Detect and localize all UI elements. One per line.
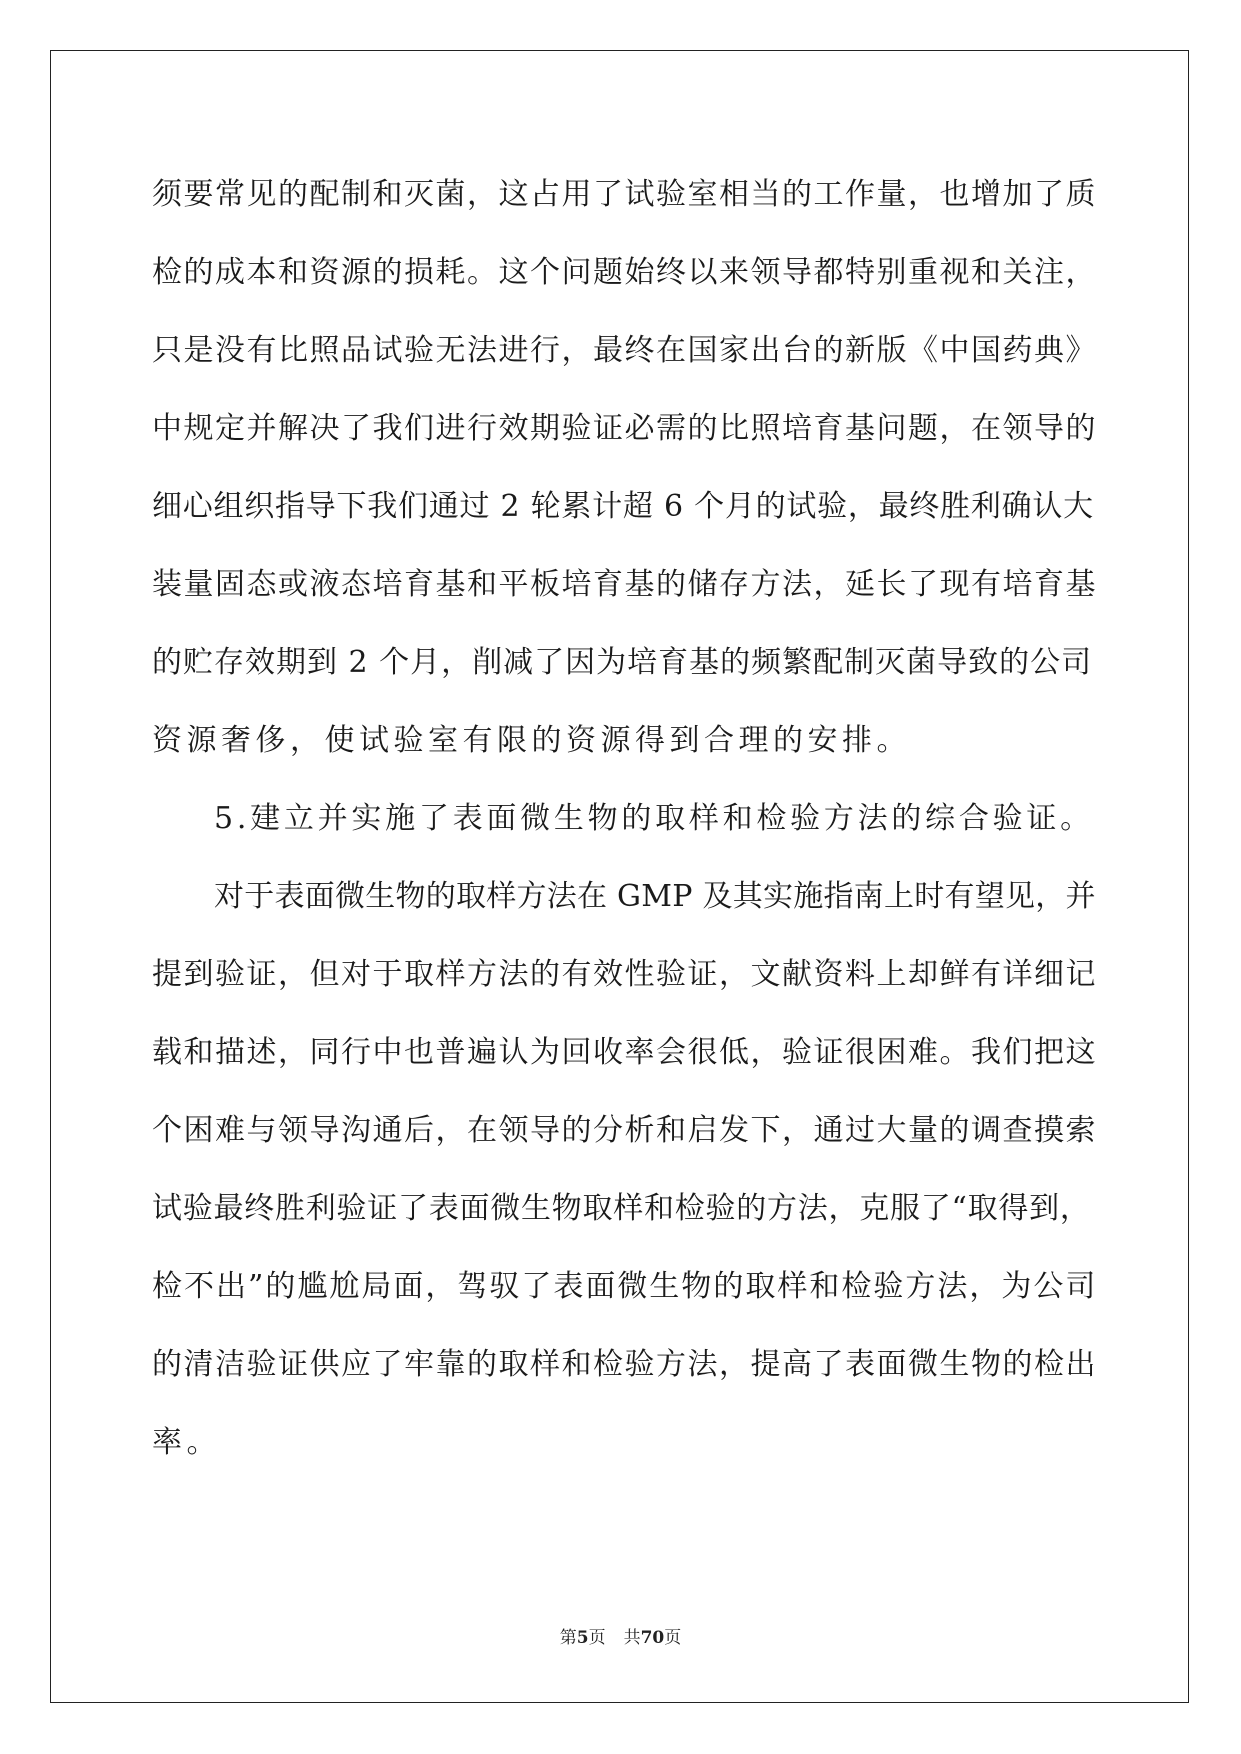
- text-line: 的贮存效期到 2 个月，削减了因为培育基的频繁配制灭菌导致的公司: [152, 645, 1093, 680]
- total-suffix: 页: [664, 1628, 682, 1648]
- total-prefix: 共: [623, 1628, 641, 1648]
- document-body: [152, 156, 1097, 1482]
- text-line: 须要常见的配制和灭菌，这占用了试验室相当的工作量，也增加了质: [152, 177, 1097, 212]
- total-pages: 70: [640, 1628, 665, 1648]
- text-line: 资源奢侈，使试验室有限的资源得到合理的安排。: [152, 723, 911, 758]
- text-line: 中规定并解决了我们进行效期验证必需的比照培育基问题，在领导的: [152, 411, 1097, 446]
- text-line: 检的成本和资源的损耗。这个问题始终以来领导都特别重视和关注，: [152, 255, 1097, 290]
- text-line: 对于表面微生物的取样方法在 GMP 及其实施指南上时有望见，并: [214, 879, 1096, 914]
- text-line: 5.建立并实施了表面微生物的取样和检验方法的综合验证。: [214, 801, 1094, 836]
- text-line: 的清洁验证供应了牢靠的取样和检验方法，提高了表面微生物的检出: [152, 1347, 1097, 1382]
- text-line: 细心组织指导下我们通过 2 轮累计超 6 个月的试验，最终胜利确认大: [152, 489, 1094, 524]
- page-number: 5: [576, 1628, 589, 1648]
- text-line: 个困难与领导沟通后，在领导的分析和启发下，通过大量的调查摸索: [152, 1113, 1097, 1148]
- text-line: 装量固态或液态培育基和平板培育基的储存方法，延长了现有培育基: [152, 567, 1097, 602]
- page-footer: [0, 1626, 1241, 1650]
- text-line: 率。: [152, 1425, 221, 1460]
- text-line: 检不出”的尴尬局面，驾驭了表面微生物的取样和检验方法，为公司: [152, 1269, 1098, 1304]
- text-line: 提到验证，但对于取样方法的有效性验证，文献资料上却鲜有详细记: [152, 957, 1097, 992]
- text-line: 载和描述，同行中也普遍认为回收率会很低，验证很困难。我们把这: [152, 1035, 1097, 1070]
- text-line: 只是没有比照品试验无法进行，最终在国家出台的新版《中国药典》: [152, 333, 1097, 368]
- page-suffix: 页: [588, 1628, 606, 1648]
- text-line: 试验最终胜利验证了表面微生物取样和检验的方法，克服了“取得到，: [152, 1191, 1091, 1226]
- page-prefix: 第: [559, 1628, 577, 1648]
